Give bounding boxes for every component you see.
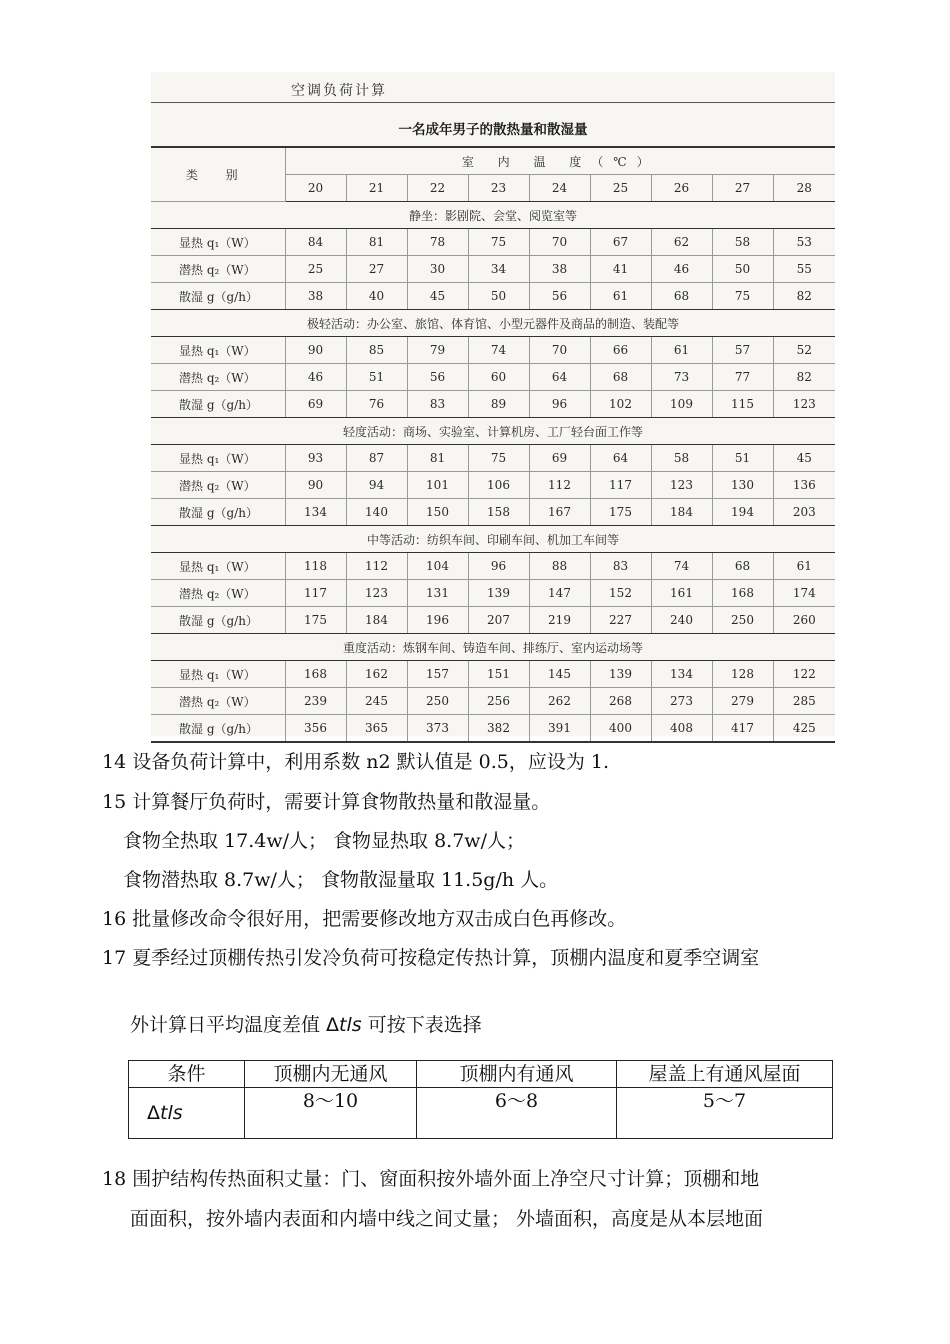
- value-cell: 101: [407, 472, 468, 499]
- value-cell: 76: [346, 391, 407, 418]
- temp-header-cell: 20: [285, 175, 346, 202]
- row-label: 显热 q₁（W）: [151, 661, 285, 688]
- value-cell: 373: [407, 715, 468, 743]
- value-cell: 150: [407, 499, 468, 526]
- value-cell: 175: [285, 607, 346, 634]
- value-cell: 96: [529, 391, 590, 418]
- value-cell: 70: [529, 337, 590, 364]
- value-cell: 104: [407, 553, 468, 580]
- value-cell: 88: [529, 553, 590, 580]
- value-cell: 69: [529, 445, 590, 472]
- ceiling-table-header: 顶棚内有通风: [417, 1061, 617, 1088]
- note-17-text-post: 可按下表选择: [361, 1014, 482, 1036]
- value-cell: 365: [346, 715, 407, 743]
- value-cell: 152: [590, 580, 651, 607]
- value-cell: 62: [651, 229, 712, 256]
- room-temp-header: 室 内 温 度（℃）: [285, 147, 835, 175]
- row-label: 散湿 g（g/h）: [151, 715, 285, 743]
- row-label: 潜热 q₂（W）: [151, 688, 285, 715]
- value-cell: 74: [651, 553, 712, 580]
- value-cell: 175: [590, 499, 651, 526]
- ceiling-row-label: Δtls: [129, 1088, 245, 1139]
- value-cell: 89: [468, 391, 529, 418]
- value-cell: 245: [346, 688, 407, 715]
- table-row: [151, 283, 835, 310]
- value-cell: 60: [468, 364, 529, 391]
- table-row: [151, 256, 835, 283]
- ceiling-value-cell: 8～10: [245, 1088, 417, 1139]
- value-cell: 68: [712, 553, 773, 580]
- ceiling-value-cell: 6～8: [417, 1088, 617, 1139]
- table-row: [151, 499, 835, 526]
- temp-header-cell: 27: [712, 175, 773, 202]
- row-label: 散湿 g（g/h）: [151, 391, 285, 418]
- value-cell: 102: [590, 391, 651, 418]
- value-cell: 161: [651, 580, 712, 607]
- value-cell: 83: [590, 553, 651, 580]
- value-cell: 123: [773, 391, 835, 418]
- note-17-continued: [130, 1010, 482, 1037]
- value-cell: 151: [468, 661, 529, 688]
- value-cell: 227: [590, 607, 651, 634]
- value-cell: 122: [773, 661, 835, 688]
- value-cell: 262: [529, 688, 590, 715]
- scanned-table-image: [151, 72, 835, 736]
- section-title: 轻度活动：商场、实验室、计算机房、工厂轻台面工作等: [151, 418, 835, 445]
- temp-header-cell: 28: [773, 175, 835, 202]
- delta-tls-symbol: Δtls: [326, 1014, 362, 1036]
- value-cell: 61: [590, 283, 651, 310]
- row-label: 潜热 q₂（W）: [151, 580, 285, 607]
- value-cell: 51: [346, 364, 407, 391]
- value-cell: 46: [285, 364, 346, 391]
- value-cell: 77: [712, 364, 773, 391]
- value-cell: 87: [346, 445, 407, 472]
- temp-header-cell: 22: [407, 175, 468, 202]
- value-cell: 147: [529, 580, 590, 607]
- value-cell: 64: [590, 445, 651, 472]
- value-cell: 139: [590, 661, 651, 688]
- ceiling-temp-diff-table: [128, 1060, 833, 1139]
- row-label: 显热 q₁（W）: [151, 445, 285, 472]
- value-cell: 61: [773, 553, 835, 580]
- value-cell: 250: [407, 688, 468, 715]
- section-title: 极轻活动：办公室、旅馆、体育馆、小型元器件及商品的制造、装配等: [151, 310, 835, 337]
- value-cell: 68: [590, 364, 651, 391]
- value-cell: 194: [712, 499, 773, 526]
- value-cell: 38: [285, 283, 346, 310]
- note-17-text-pre: 外计算日平均温度差值: [130, 1014, 327, 1036]
- temp-header-cell: 23: [468, 175, 529, 202]
- value-cell: 67: [590, 229, 651, 256]
- value-cell: 140: [346, 499, 407, 526]
- value-cell: 40: [346, 283, 407, 310]
- value-cell: 162: [346, 661, 407, 688]
- value-cell: 134: [285, 499, 346, 526]
- value-cell: 115: [712, 391, 773, 418]
- value-cell: 53: [773, 229, 835, 256]
- value-cell: 118: [285, 553, 346, 580]
- value-cell: 184: [346, 607, 407, 634]
- value-cell: 96: [468, 553, 529, 580]
- row-label: 显热 q₁（W）: [151, 337, 285, 364]
- value-cell: 123: [346, 580, 407, 607]
- section-title: 静坐：影剧院、会堂、阅览室等: [151, 202, 835, 229]
- value-cell: 25: [285, 256, 346, 283]
- note-15: 15 计算餐厅负荷时，需要计算食物散热量和散湿量。: [102, 791, 551, 813]
- row-label: 潜热 q₂（W）: [151, 472, 285, 499]
- value-cell: 145: [529, 661, 590, 688]
- value-cell: 417: [712, 715, 773, 743]
- value-cell: 408: [651, 715, 712, 743]
- table-row: [151, 553, 835, 580]
- value-cell: 30: [407, 256, 468, 283]
- value-cell: 123: [651, 472, 712, 499]
- value-cell: 117: [285, 580, 346, 607]
- value-cell: 174: [773, 580, 835, 607]
- note-16: 16 批量修改命令很好用，把需要修改地方双击成白色再修改。: [102, 908, 627, 930]
- value-cell: 168: [712, 580, 773, 607]
- book-header: 空调负荷计算: [291, 83, 387, 99]
- value-cell: 57: [712, 337, 773, 364]
- note-18: 18 围护结构传热面积丈量：门、窗面积按外墙外面上净空尺寸计算；顶棚和地: [102, 1168, 760, 1190]
- value-cell: 196: [407, 607, 468, 634]
- value-cell: 279: [712, 688, 773, 715]
- value-cell: 94: [346, 472, 407, 499]
- row-label: 显热 q₁（W）: [151, 229, 285, 256]
- value-cell: 75: [468, 445, 529, 472]
- note-15-food-moisture: 食物潜热取 8.7w/人； 食物散湿量取 11.5g/h 人。: [123, 869, 559, 891]
- value-cell: 52: [773, 337, 835, 364]
- value-cell: 273: [651, 688, 712, 715]
- temp-header-cell: 25: [590, 175, 651, 202]
- value-cell: 90: [285, 337, 346, 364]
- value-cell: 219: [529, 607, 590, 634]
- value-cell: 130: [712, 472, 773, 499]
- value-cell: 50: [712, 256, 773, 283]
- value-cell: 256: [468, 688, 529, 715]
- value-cell: 168: [285, 661, 346, 688]
- value-cell: 64: [529, 364, 590, 391]
- note-17: 17 夏季经过顶棚传热引发冷负荷可按稳定传热计算，顶棚内温度和夏季空调室: [102, 947, 760, 969]
- book-header-rule: [151, 102, 835, 103]
- note-14: 14 设备负荷计算中，利用系数 n2 默认值是 0.5，应设为 1.: [102, 751, 610, 773]
- row-label: 潜热 q₂（W）: [151, 256, 285, 283]
- value-cell: 38: [529, 256, 590, 283]
- value-cell: 82: [773, 364, 835, 391]
- value-cell: 45: [407, 283, 468, 310]
- value-cell: 68: [651, 283, 712, 310]
- value-cell: 75: [468, 229, 529, 256]
- value-cell: 268: [590, 688, 651, 715]
- value-cell: 184: [651, 499, 712, 526]
- value-cell: 139: [468, 580, 529, 607]
- table-row: [151, 580, 835, 607]
- value-cell: 66: [590, 337, 651, 364]
- row-label: 潜热 q₂（W）: [151, 364, 285, 391]
- value-cell: 203: [773, 499, 835, 526]
- value-cell: 27: [346, 256, 407, 283]
- table-row: [151, 391, 835, 418]
- value-cell: 84: [285, 229, 346, 256]
- value-cell: 93: [285, 445, 346, 472]
- value-cell: 55: [773, 256, 835, 283]
- category-header: 类 别: [151, 147, 285, 202]
- value-cell: 51: [712, 445, 773, 472]
- table-row: [151, 661, 835, 688]
- value-cell: 58: [712, 229, 773, 256]
- value-cell: 90: [285, 472, 346, 499]
- row-label: 散湿 g（g/h）: [151, 499, 285, 526]
- value-cell: 41: [590, 256, 651, 283]
- row-label: 显热 q₁（W）: [151, 553, 285, 580]
- section-title: 中等活动：纺织车间、印刷车间、机加工车间等: [151, 526, 835, 553]
- value-cell: 356: [285, 715, 346, 743]
- temp-header-cell: 24: [529, 175, 590, 202]
- value-cell: 400: [590, 715, 651, 743]
- heat-table-title: 一名成年男子的散热量和散湿量: [398, 122, 588, 138]
- value-cell: 207: [468, 607, 529, 634]
- value-cell: 56: [529, 283, 590, 310]
- value-cell: 81: [407, 445, 468, 472]
- table-row: [151, 688, 835, 715]
- value-cell: 128: [712, 661, 773, 688]
- value-cell: 382: [468, 715, 529, 743]
- value-cell: 73: [651, 364, 712, 391]
- row-label: 散湿 g（g/h）: [151, 283, 285, 310]
- value-cell: 240: [651, 607, 712, 634]
- value-cell: 250: [712, 607, 773, 634]
- value-cell: 167: [529, 499, 590, 526]
- table-row: [151, 445, 835, 472]
- table-row: [151, 472, 835, 499]
- value-cell: 391: [529, 715, 590, 743]
- value-cell: 83: [407, 391, 468, 418]
- value-cell: 46: [651, 256, 712, 283]
- value-cell: 136: [773, 472, 835, 499]
- table-row: [151, 715, 835, 743]
- value-cell: 45: [773, 445, 835, 472]
- value-cell: 69: [285, 391, 346, 418]
- temp-header-cell: 21: [346, 175, 407, 202]
- note-15-food-heat: 食物全热取 17.4w/人； 食物显热取 8.7w/人；: [123, 830, 525, 852]
- value-cell: 75: [712, 283, 773, 310]
- value-cell: 425: [773, 715, 835, 743]
- ceiling-table-header: 条件: [129, 1061, 245, 1088]
- value-cell: 81: [346, 229, 407, 256]
- value-cell: 112: [346, 553, 407, 580]
- value-cell: 134: [651, 661, 712, 688]
- value-cell: 285: [773, 688, 835, 715]
- value-cell: 109: [651, 391, 712, 418]
- value-cell: 58: [651, 445, 712, 472]
- value-cell: 70: [529, 229, 590, 256]
- row-label: 散湿 g（g/h）: [151, 607, 285, 634]
- ceiling-table-header: 屋盖上有通风屋面: [617, 1061, 833, 1088]
- value-cell: 50: [468, 283, 529, 310]
- value-cell: 239: [285, 688, 346, 715]
- table-row: [151, 337, 835, 364]
- value-cell: 85: [346, 337, 407, 364]
- value-cell: 61: [651, 337, 712, 364]
- section-title: 重度活动：炼钢车间、铸造车间、排练厅、室内运动场等: [151, 634, 835, 661]
- value-cell: 117: [590, 472, 651, 499]
- value-cell: 131: [407, 580, 468, 607]
- value-cell: 112: [529, 472, 590, 499]
- value-cell: 260: [773, 607, 835, 634]
- table-row: [151, 607, 835, 634]
- temp-header-cell: 26: [651, 175, 712, 202]
- table-row: [151, 364, 835, 391]
- table-row: [151, 229, 835, 256]
- value-cell: 79: [407, 337, 468, 364]
- note-18-continued: 面面积，按外墙内表面和内墙中线之间丈量； 外墙面积，高度是从本层地面: [130, 1208, 764, 1230]
- value-cell: 157: [407, 661, 468, 688]
- value-cell: 56: [407, 364, 468, 391]
- value-cell: 82: [773, 283, 835, 310]
- value-cell: 158: [468, 499, 529, 526]
- value-cell: 106: [468, 472, 529, 499]
- value-cell: 34: [468, 256, 529, 283]
- value-cell: 78: [407, 229, 468, 256]
- value-cell: 74: [468, 337, 529, 364]
- ceiling-table-header: 顶棚内无通风: [245, 1061, 417, 1088]
- heat-moisture-table: [151, 146, 835, 743]
- ceiling-value-cell: 5～7: [617, 1088, 833, 1139]
